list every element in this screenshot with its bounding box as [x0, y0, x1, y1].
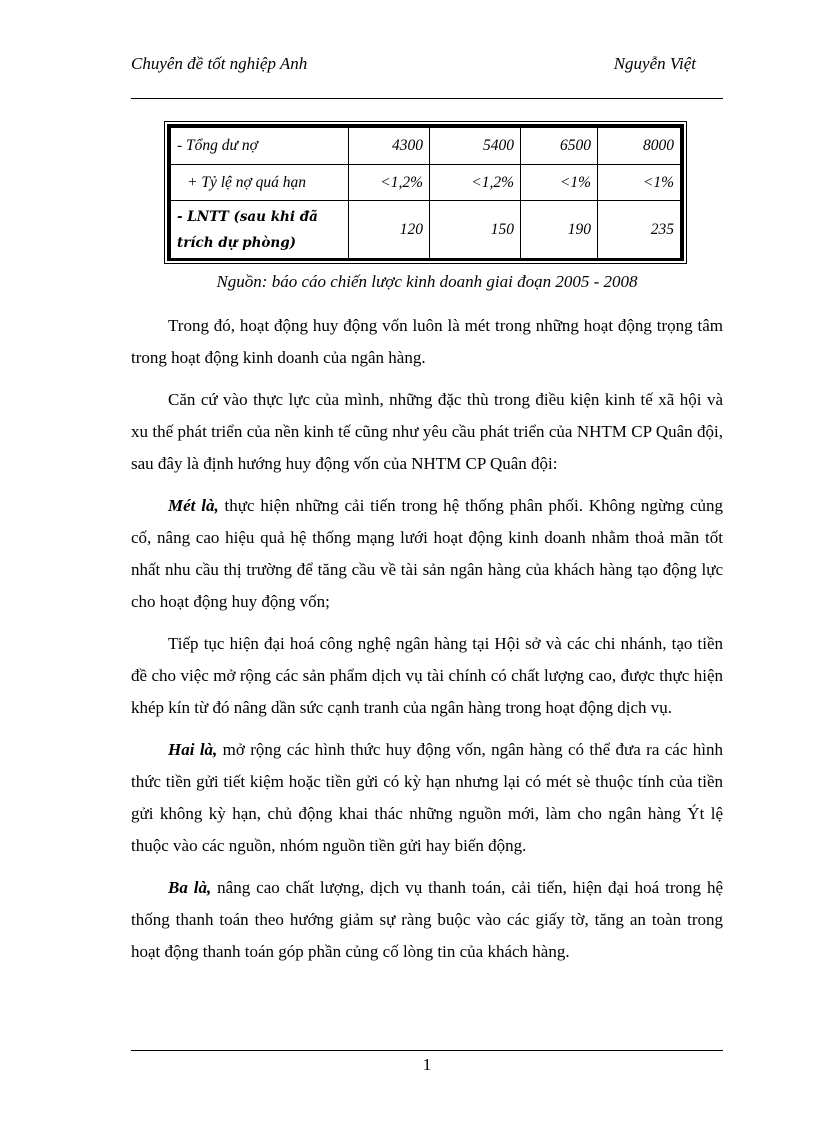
row-label: - Tổng dư nợ	[171, 128, 349, 165]
table-row	[171, 165, 681, 201]
paragraph-lead: Mét là,	[168, 496, 219, 515]
table-cell: <1,2%	[349, 165, 430, 201]
header-author: Nguyễn Việt	[613, 54, 696, 73]
paragraph-text: Căn cứ vào thực lực của mình, những đặc thù trong điều kiện kinh tế xã hội và xu thế phát triển của nền kinh tế cũng như yêu cầu phát triển của NHTM CP Quân đội, sau đây là định hướng huy động vốn của NHTM CP Quân đội:	[131, 390, 723, 473]
page-header	[131, 52, 723, 99]
data-table	[167, 124, 684, 261]
table-row	[171, 201, 681, 259]
paragraph	[131, 384, 723, 480]
paragraph	[131, 490, 723, 618]
paragraph-lead: Hai là,	[168, 740, 218, 759]
table-cell: 235	[598, 201, 681, 259]
paragraph-text: thực hiện những cải tiến trong hệ thống phân phối. Không ngừng củng cố, nâng cao hiệu quả hệ thống mạng lưới hoạt động kinh doanh nhằm thoả mãn tốt nhất nhu cầu thị trường để tăng cầu về tài sản ngân hàng của khách hàng tạo động lực cho hoạt động huy động vốn;	[131, 496, 724, 611]
table-cell: <1,2%	[430, 165, 521, 201]
table-row	[171, 128, 681, 165]
paragraph-lead: Ba là,	[168, 878, 212, 897]
paragraph	[131, 734, 723, 862]
table-cell: <1%	[598, 165, 681, 201]
table-cell: 4300	[349, 128, 430, 165]
table-cell: 190	[521, 201, 598, 259]
table-cell: 8000	[598, 128, 681, 165]
paragraph-text: Trong đó, hoạt động huy động vốn luôn là mét trong những hoạt động trọng tâm trong hoạt động kinh doanh của ngân hàng.	[131, 316, 723, 367]
table-cell: <1%	[521, 165, 598, 201]
table-source-caption: Nguồn: báo cáo chiến lược kinh doanh giai đoạn 2005 - 2008	[216, 272, 638, 291]
header-title: Chuyên đề tốt nghiệp Anh	[131, 54, 308, 73]
row-label: - LNTT (sau khi đã trích dự phòng)	[171, 201, 349, 259]
paragraph-text: nâng cao chất lượng, dịch vụ thanh toán, cải tiến, hiện đại hoá trong hệ thống thanh toán theo hướng giảm sự ràng buộc vào các giấy tờ, tăng an toàn trong hoạt động thanh toán góp phần củng cố lòng tin của khách hàng.	[131, 878, 723, 961]
table-cell: 120	[349, 201, 430, 259]
paragraph-text: Tiếp tục hiện đại hoá công nghệ ngân hàng tại Hội sở và các chi nhánh, tạo tiền đề cho việc mở rộng các sản phẩm dịch vụ tài chính có chất lượng cao, được thực hiện khép kín từ đó nâng dần sức cạnh tranh của ngân hàng trong hoạt động dịch vụ.	[131, 634, 723, 717]
table-cell: 6500	[521, 128, 598, 165]
paragraph	[131, 628, 723, 724]
table-cell: 150	[430, 201, 521, 259]
table-cell: 5400	[430, 128, 521, 165]
page-number: 1	[422, 1055, 432, 1074]
row-label: + Tỷ lệ nợ quá hạn	[171, 165, 349, 201]
footer-divider	[131, 1050, 723, 1051]
body-text	[131, 310, 723, 978]
paragraph	[131, 310, 723, 374]
paragraph	[131, 872, 723, 968]
paragraph-text: mở rộng các hình thức huy động vốn, ngân hàng có thể đưa ra các hình thức tiền gửi tiết kiệm hoặc tiền gửi có kỳ hạn nhưng lại có mét sè thuộc tính của tiền gửi không kỳ hạn, chủ động khai thác những nguồn mới, làm cho ngân hàng Ýt lệ thuộc vào các nguồn, nhóm nguồn tiền gửi hay biến động.	[131, 740, 723, 855]
